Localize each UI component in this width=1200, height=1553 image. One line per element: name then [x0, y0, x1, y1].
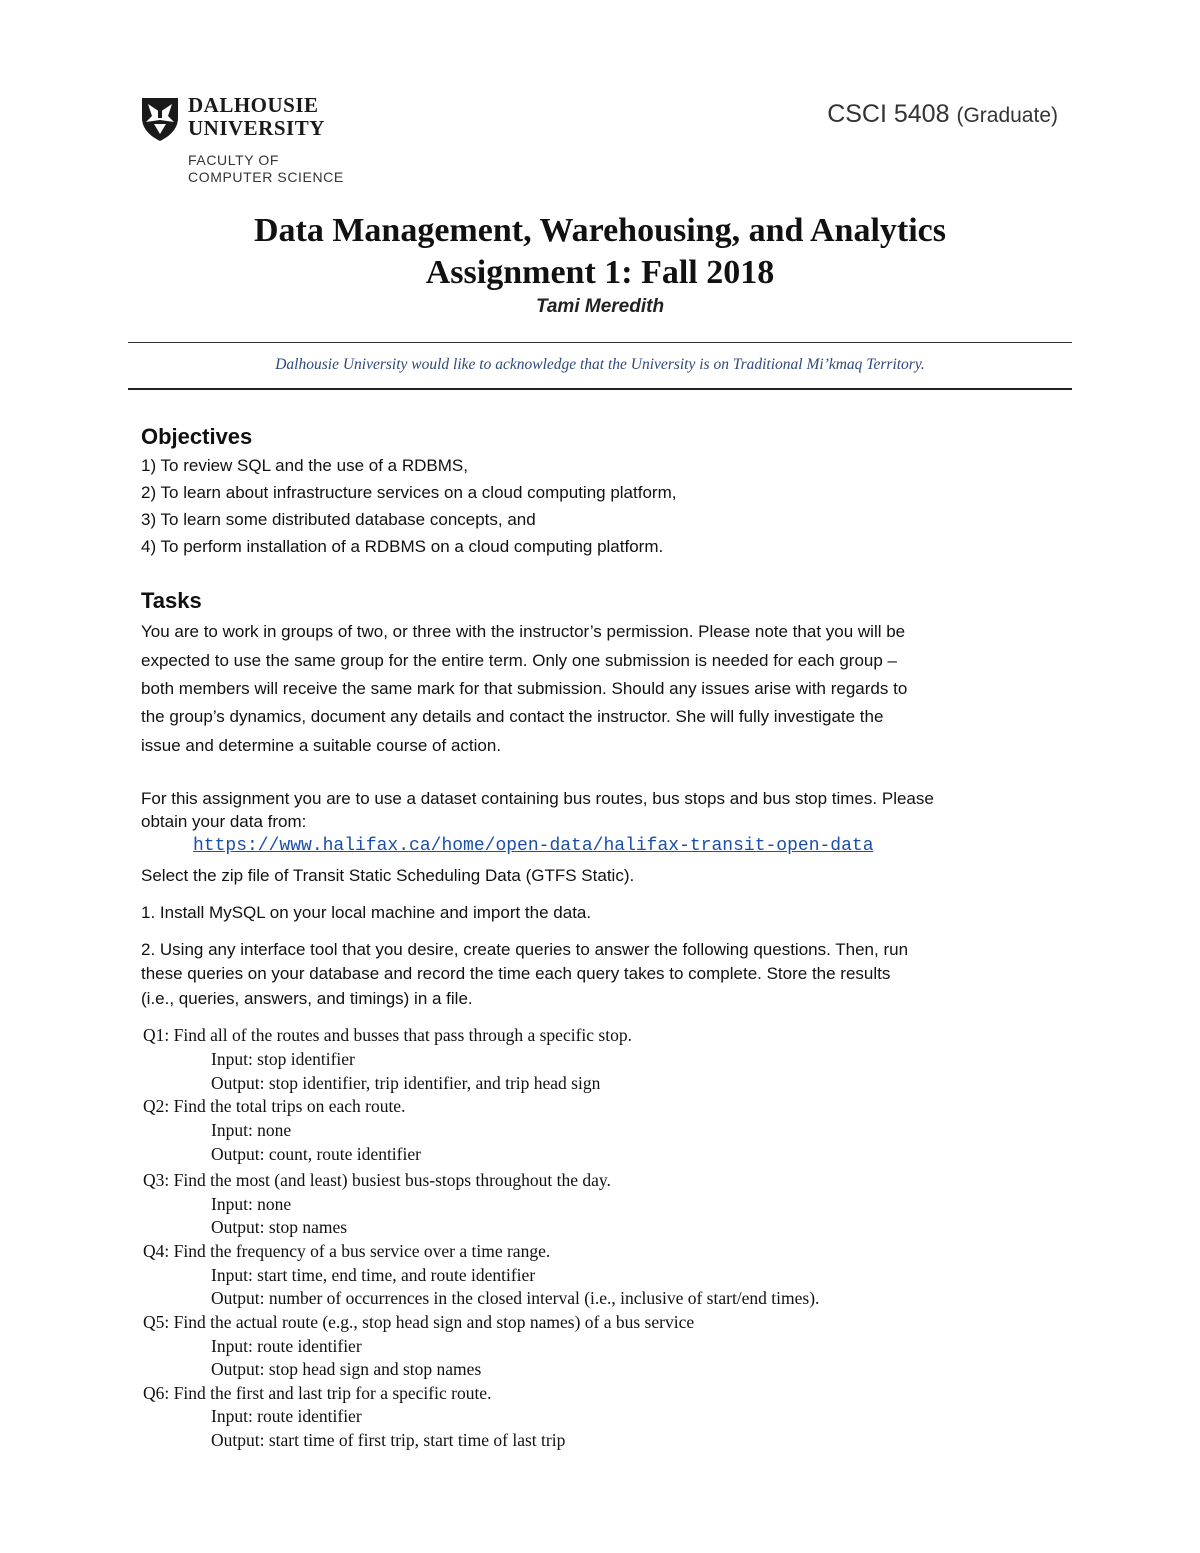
- tasks-paragraph-line: expected to use the same group for the entire term. Only one submission is needed for each group –: [141, 651, 897, 670]
- university-logo: [140, 93, 360, 192]
- question-q1: Q1: Find all of the routes and busses that pass through a specific stop.: [143, 1025, 632, 1045]
- document-title: Data Management, Warehousing, and Analytics: [253, 212, 947, 249]
- question-q6-input: Input: route identifier: [211, 1406, 362, 1426]
- question-q3-input: Input: none: [211, 1194, 292, 1214]
- tasks-paragraph-line: issue and determine a suitable course of action.: [141, 736, 502, 755]
- author-name: Tami Meredith: [535, 296, 665, 317]
- step-queries-line: (i.e., queries, answers, and timings) in a file.: [141, 989, 473, 1008]
- question-q2-output: Output: count, route identifier: [211, 1144, 421, 1164]
- tasks-paragraph-line: You are to work in groups of two, or three with the instructor’s permission. Please note that you will be: [141, 622, 906, 641]
- question-q5-output: Output: stop head sign and stop names: [211, 1359, 482, 1379]
- question-q4-output: Output: number of occurrences in the closed interval (i.e., inclusive of start/end times).: [211, 1288, 820, 1308]
- step-queries-line: 2. Using any interface tool that you desire, create queries to answer the following questions. Then, run: [141, 940, 909, 959]
- dataset-link[interactable]: https://www.halifax.ca/home/open-data/halifax-transit-open-data: [193, 836, 874, 856]
- zip-file-note: Select the zip file of Transit Static Scheduling Data (GTFS Static).: [141, 866, 635, 885]
- course-level: (Graduate): [956, 104, 1058, 127]
- course-code: [827, 100, 1058, 129]
- question-q4-input: Input: start time, end time, and route identifier: [211, 1265, 536, 1285]
- shield-crest-icon: [140, 96, 180, 142]
- question-q5-input: Input: route identifier: [211, 1336, 362, 1356]
- step-queries-line: these queries on your database and record the time each query takes to complete. Store the results: [141, 964, 891, 983]
- objective-item: 4) To perform installation of a RDBMS on a cloud computing platform.: [141, 537, 664, 556]
- faculty-line1: FACULTY OF: [188, 152, 280, 168]
- land-acknowledgement: Dalhousie University would like to acknowledge that the University is on Traditional Mi’kmaq Territory.: [275, 356, 925, 373]
- question-q1-input: Input: stop identifier: [211, 1049, 355, 1069]
- objectives-heading: Objectives: [141, 424, 253, 449]
- university-name-line1: DALHOUSIE: [188, 93, 319, 117]
- question-q3-output: Output: stop names: [211, 1217, 348, 1237]
- objective-item: 3) To learn some distributed database concepts, and: [141, 510, 536, 529]
- objective-item: 1) To review SQL and the use of a RDBMS,: [141, 456, 468, 475]
- question-q5: Q5: Find the actual route (e.g., stop head sign and stop names) of a bus service: [143, 1312, 695, 1332]
- question-q2-input: Input: none: [211, 1120, 292, 1140]
- data-paragraph-line: obtain your data from:: [141, 812, 307, 831]
- question-q1-output: Output: stop identifier, trip identifier, and trip head sign: [211, 1073, 601, 1093]
- objective-item: 2) To learn about infrastructure services on a cloud computing platform,: [141, 483, 677, 502]
- data-paragraph-line: For this assignment you are to use a dataset containing bus routes, bus stops and bus stop times. Please: [141, 789, 934, 808]
- question-q2: Q2: Find the total trips on each route.: [143, 1096, 406, 1116]
- question-q6-output: Output: start time of first trip, start time of last trip: [211, 1430, 566, 1450]
- course-number: CSCI 5408: [827, 100, 950, 128]
- top-divider: [128, 342, 1072, 343]
- tasks-paragraph-line: the group’s dynamics, document any details and contact the instructor. She will fully investigate the: [141, 707, 884, 726]
- faculty-line2: COMPUTER SCIENCE: [188, 169, 344, 185]
- question-q3: Q3: Find the most (and least) busiest bus-stops throughout the day.: [143, 1170, 611, 1190]
- question-q4: Q4: Find the frequency of a bus service over a time range.: [143, 1241, 551, 1261]
- tasks-heading: Tasks: [141, 588, 202, 613]
- tasks-paragraph-line: both members will receive the same mark for that submission. Should any issues arise with regards to: [141, 679, 908, 698]
- step-install-mysql: 1. Install MySQL on your local machine and import the data.: [141, 903, 592, 922]
- assignment-title: Assignment 1: Fall 2018: [425, 254, 775, 291]
- bottom-divider: [128, 388, 1072, 390]
- university-name-line2: UNIVERSITY: [188, 116, 325, 140]
- question-q6: Q6: Find the first and last trip for a specific route.: [143, 1383, 492, 1403]
